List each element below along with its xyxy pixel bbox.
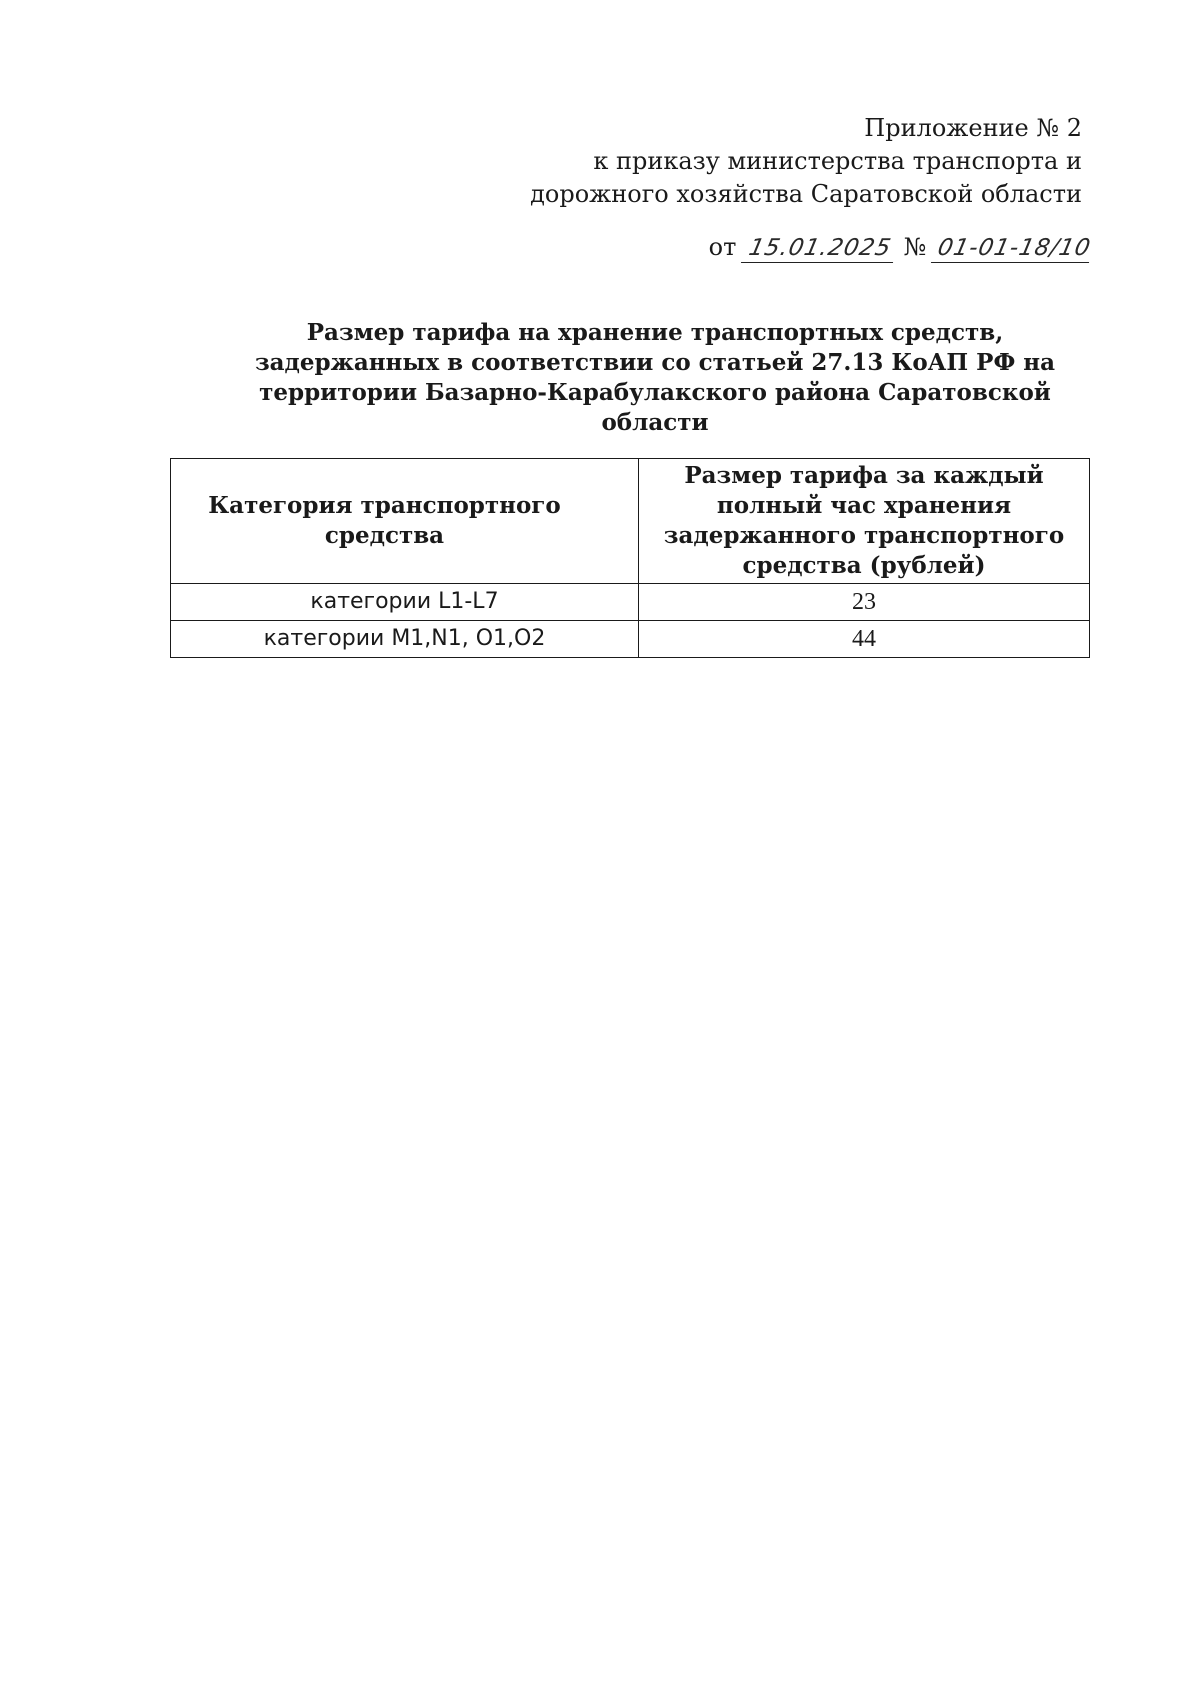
order-number-handwritten: 01-01-18/10 [931,234,1095,263]
header-tariff: Размер тарифа за каждый полный час хранения задержанного транспортного средства (рублей) [639,459,1090,584]
order-date-handwritten: 15.01.2025 [741,234,899,263]
order-number-label: № [903,233,927,261]
appendix-block [530,112,1082,211]
row-tariff: 23 [639,584,1090,621]
table-row [171,621,1090,658]
order-line [709,230,1092,264]
row-category: категории M1,N1, O1,O2 [171,621,639,658]
document-title: Размер тарифа на хранение транспортных средств, задержанных в соответствии со статьей 27.13 КоАП РФ на территории Базарно-Карабулакского района Саратовской области [254,319,1056,436]
header-category-text: Категория транспортного средства [208,492,561,549]
tariff-table [170,458,1090,658]
table-header-row [171,459,1090,584]
table-row [171,584,1090,621]
appendix-title: Приложение № 2 [864,114,1082,142]
row-category: категории L1-L7 [171,584,639,621]
appendix-ministry: дорожного хозяйства Саратовской области [530,180,1082,208]
row-tariff: 44 [639,621,1090,658]
header-category [171,459,639,584]
order-from-label: от [708,233,737,261]
appendix-order-ref: к приказу министерства транспорта и [593,147,1082,175]
